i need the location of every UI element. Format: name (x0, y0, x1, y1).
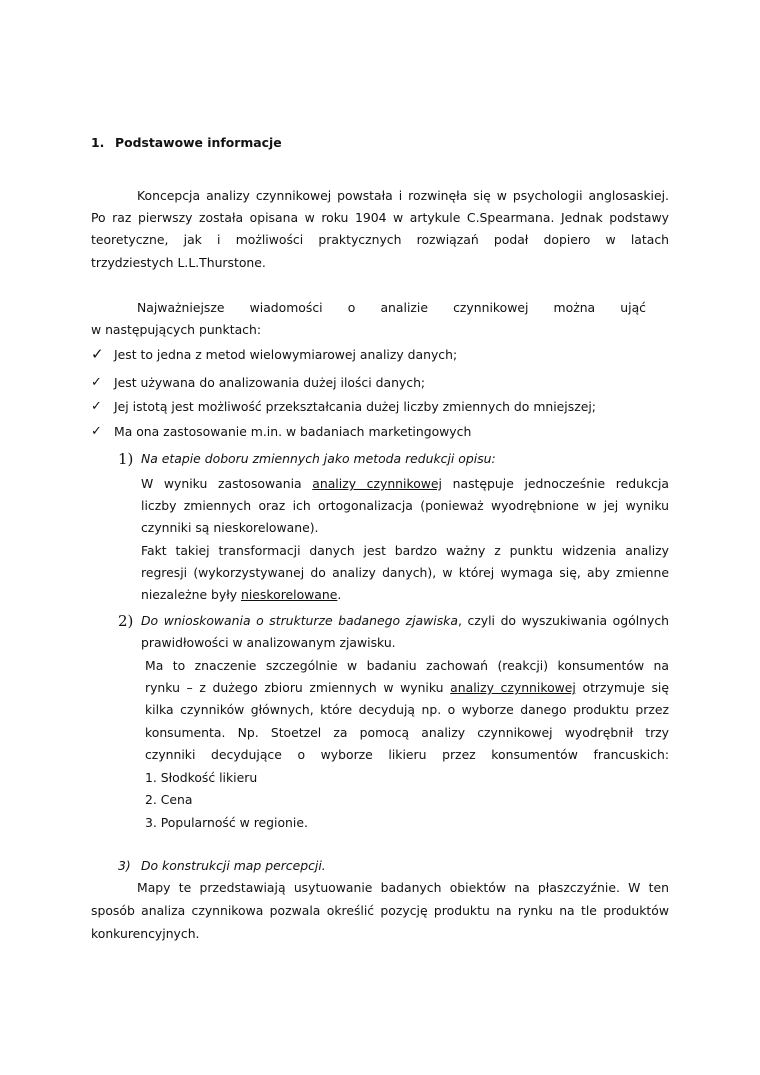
check-icon: ✓ (91, 345, 104, 363)
paragraph-line: regresji (wykorzystywanej do analizy danych), w której wymaga się, aby zmienne (141, 565, 669, 580)
paragraph-line (145, 679, 669, 697)
item-number: 1) (118, 450, 134, 468)
paragraph-line: w następujących punktach: (91, 322, 261, 337)
paragraph-line: kilka czynników głównych, które decydują np. o wyborze danego produktu przez (145, 702, 669, 717)
paragraph-line: prawidłowości w analizowanym zjawisku. (141, 635, 396, 650)
check-icon: ✓ (91, 375, 102, 390)
text: . (337, 587, 342, 602)
paragraph-line: czynniki decydujące o wyborze likieru przez konsumentów francuskich: (145, 747, 669, 762)
link-analizy-czynnikowej[interactable]: analizy czynnikowej (312, 476, 442, 491)
paragraph-line: Ma to znaczenie szczególnie w badaniu zachowań (reakcji) konsumentów na (145, 658, 669, 673)
paragraph-line: konkurencyjnych. (91, 926, 200, 941)
paragraph-line (141, 475, 669, 493)
item-title: Na etapie doboru zmiennych jako metoda redukcji opisu: (141, 451, 496, 466)
paragraph-line: teoretyczne, jak i możliwości praktycznych rozwiązań podał dopiero w latach (91, 232, 669, 247)
paragraph-line: czynniki są nieskorelowane). (141, 520, 319, 535)
paragraph-line: Mapy te przedstawiają usytuowanie badanych obiektów na płaszczyźnie. W ten (137, 880, 669, 895)
text: rynku – z dużego zbioru zmiennych w wyniku (145, 680, 451, 695)
text: następuje jednocześnie redukcja (442, 476, 669, 491)
paragraph-line: trzydziestych L.L.Thurstone. (91, 255, 266, 270)
heading-number: 1. (91, 135, 105, 150)
text: Do wnioskowania o strukturze badanego zjawiska (141, 613, 458, 628)
paragraph-line (141, 586, 341, 604)
text: , czyli do wyszukiwania ogólnych (457, 613, 669, 628)
bullet-item: Ma ona zastosowanie m.in. w badaniach marketingowych (114, 424, 472, 439)
factor-item: 1. Słodkość likieru (145, 770, 258, 785)
factor-item: 3. Popularność w regionie. (145, 815, 308, 830)
paragraph-line: sposób analiza czynnikowa pozwala określić pozycję produktu na rynku na tle produktów (91, 903, 669, 918)
page-title: Podstawowe informacje (115, 135, 282, 150)
factor-item: 2. Cena (145, 792, 193, 807)
paragraph-line: Najważniejsze wiadomości o analizie czynnikowej można ująć (137, 300, 646, 315)
paragraph-line: Po raz pierwszy została opisana w roku 1904 w artykule C.Spearmana. Jednak podstawy (91, 210, 669, 225)
text: niezależne były (141, 587, 241, 602)
item-title (141, 612, 669, 630)
bullet-item: Jest to jedna z metod wielowymiarowej analizy danych; (114, 347, 458, 362)
item-number: 3) (118, 858, 131, 873)
bullet-item: Jest używana do analizowania dużej ilości danych; (114, 375, 426, 390)
bullet-item: Jej istotą jest możliwość przekształcania dużej liczby zmiennych do mniejszej; (114, 399, 596, 414)
paragraph-line: liczby zmiennych oraz ich ortogonalizacja (ponieważ wyodrębnione w jej wyniku (141, 498, 669, 513)
item-title: Do konstrukcji map percepcji. (141, 858, 326, 873)
link-nieskorelowane[interactable]: nieskorelowane (241, 587, 338, 602)
text: W wyniku zastosowania (141, 476, 313, 491)
item-number: 2) (118, 612, 134, 630)
check-icon: ✓ (91, 424, 102, 439)
paragraph-line: Fakt takiej transformacji danych jest bardzo ważny z punktu widzenia analizy (141, 543, 669, 558)
check-icon: ✓ (91, 399, 102, 414)
link-analizy-czynnikowej[interactable]: analizy czynnikowej (450, 680, 576, 695)
paragraph-line: Koncepcja analizy czynnikowej powstała i rozwinęła się w psychologii anglosaskiej. (137, 188, 669, 203)
paragraph-line: konsumenta. Np. Stoetzel za pomocą analizy czynnikowej wyodrębnił trzy (145, 725, 669, 740)
text: otrzymuje się (575, 680, 669, 695)
